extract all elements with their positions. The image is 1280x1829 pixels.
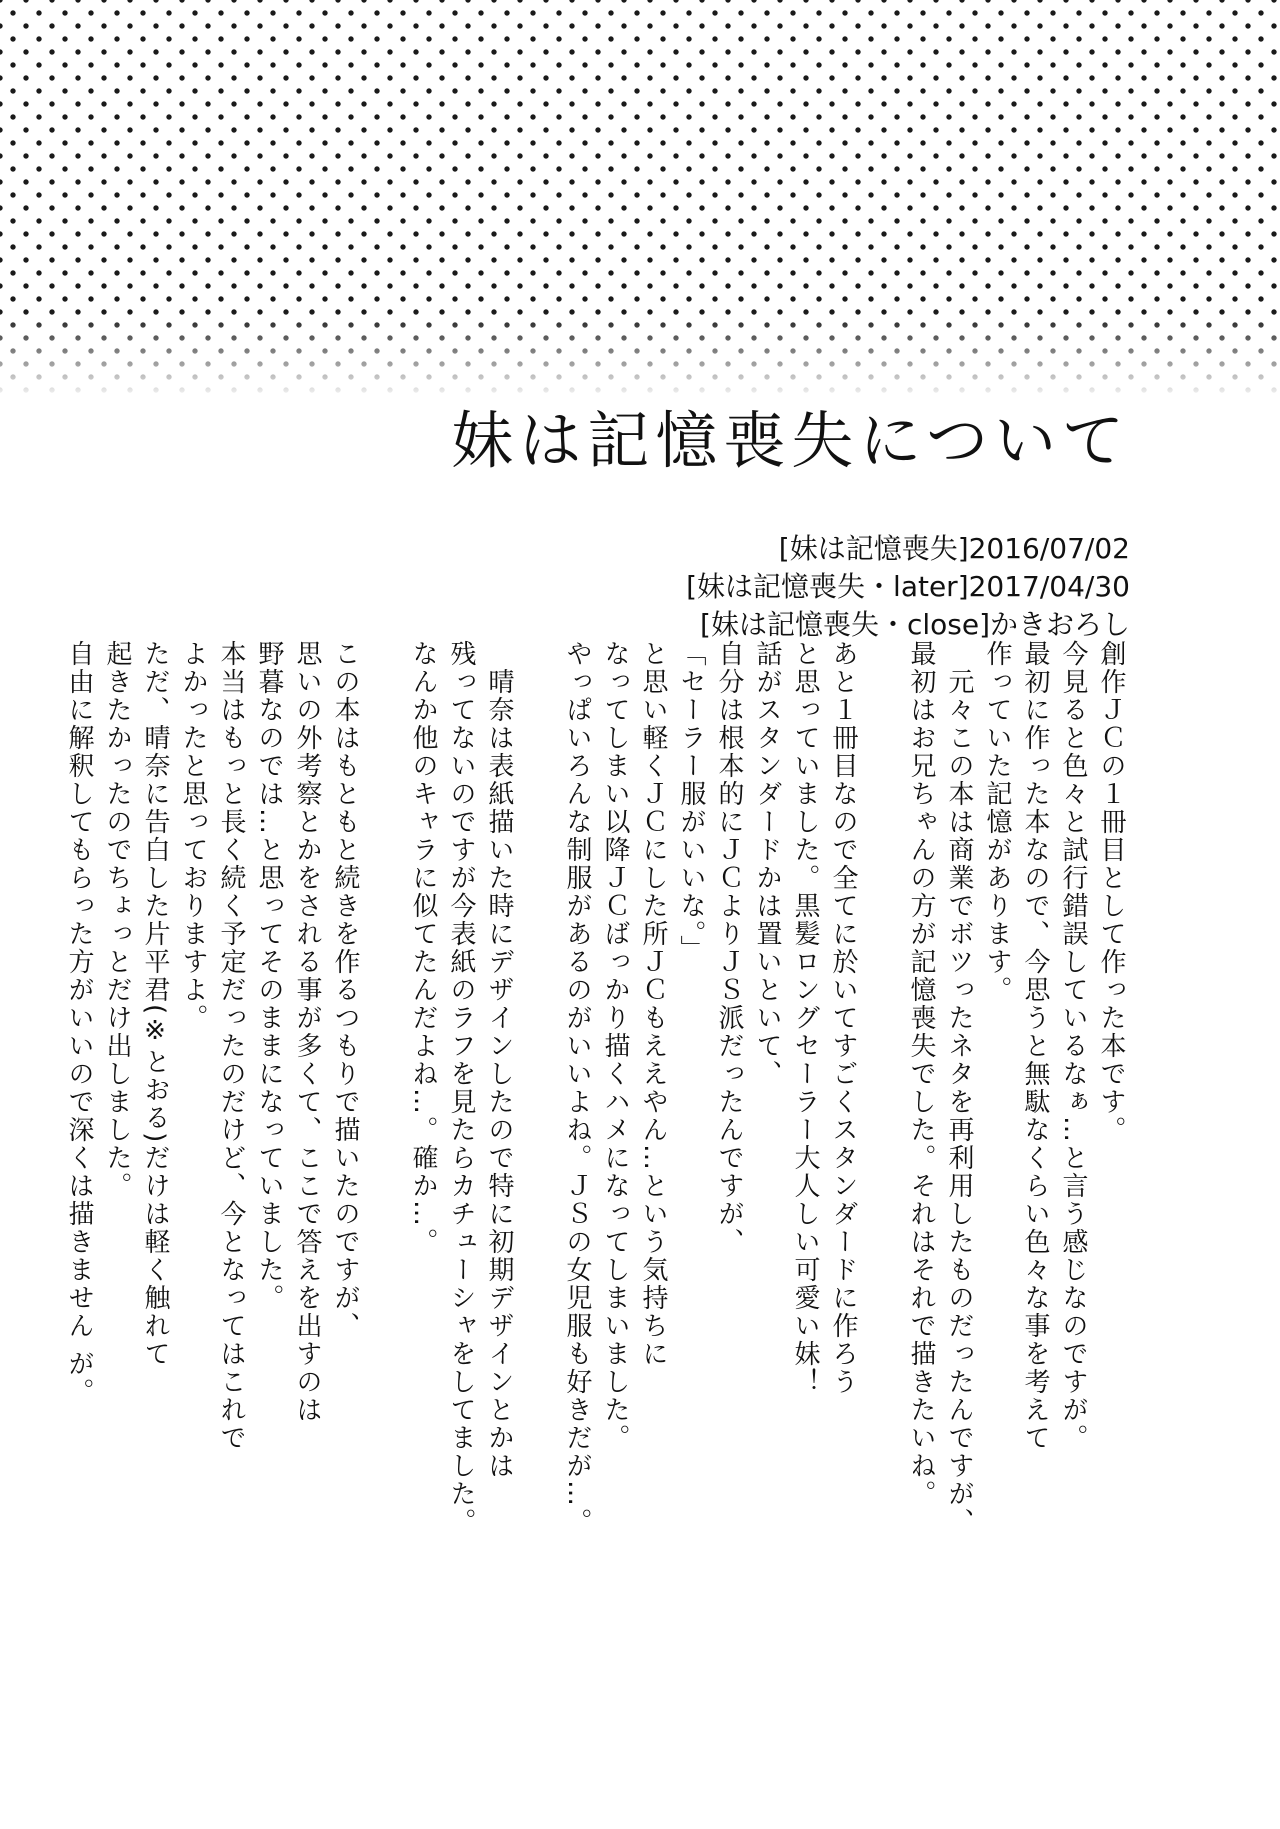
text-column: と思っていました。黒髪ロングセーラー大人しい可愛い妹！ (790, 640, 820, 1396)
text-column: ただ、晴奈に告白した片平君(※とおる)だけは軽く触れて (140, 640, 170, 1369)
text-column: 自由に解釈してもらった方がいいので深くは描きません が。 (64, 640, 94, 1407)
text-column: と思い軽くＪＣにした所ＪＣもええやん…という気持ちに (638, 640, 668, 1368)
paragraph (404, 640, 518, 1700)
text-column: この本はもともと続きを作るつもりで描いたのですが、 (330, 640, 360, 1340)
text-column: 元々この本は商業でボツったネタを再利用したものだったんですが、 (944, 640, 974, 1536)
paragraph (60, 640, 364, 1700)
paragraph (902, 640, 1130, 1700)
text-column: 晴奈は表紙描いた時にデザインしたので特に初期デザインとかは (484, 640, 514, 1480)
text-column: なってしまい以降ＪＣばっかり描くハメになってしまいました。 (600, 640, 630, 1452)
text-column: 自分は根本的にＪＣよりＪＳ派だったんですが、 (714, 640, 744, 1256)
text-column: あと１冊目なので全てに於いてすごくスタンダードに作ろう (828, 640, 858, 1396)
text-column: 起きたかったのでちょっとだけ出しました。 (102, 640, 132, 1200)
text-column: 話がスタンダードかは置いといて、 (752, 640, 782, 1088)
text-column: 残ってないのですが今表紙のラフを見たらカチューシャをしてました。 (446, 640, 476, 1536)
text-column: 「セーラー服がいいな。」 (676, 640, 706, 963)
publication-history (686, 530, 1130, 644)
history-line: [妹は記憶喪失]2016/07/02 (778, 532, 1130, 565)
halftone-dot-pattern (0, 0, 1280, 400)
history-line: [妹は記憶喪失・later]2017/04/30 (686, 570, 1130, 603)
history-line: [妹は記憶喪失・close]かきおろし (700, 608, 1130, 641)
text-column: 思いの外考察とかをされる事が多くて、ここで答えを出すのは (292, 640, 322, 1424)
text-column: 作っていた記憶があります。 (982, 640, 1012, 1004)
afterword-body (64, 640, 1130, 1700)
paragraph (558, 640, 862, 1700)
text-column: よかったと思っておりますよ。 (178, 640, 208, 1032)
text-column: なんか他のキャラに似てたんだよね…。確か…。 (408, 640, 438, 1256)
text-column: 最初はお兄ちゃんの方が記憶喪失でした。それはそれで描きたいね。 (906, 640, 936, 1508)
text-column: 野暮なのでは…と思ってそのままになっていました。 (254, 640, 284, 1312)
page-title: 妹は記憶喪失について (451, 404, 1130, 477)
text-column: 最初に作った本なので、今思うと無駄なくらい色々な事を考えて (1020, 640, 1050, 1452)
text-column: 創作ＪＣの１冊目として作った本です。 (1096, 640, 1126, 1144)
text-column: 今見ると色々と試行錯誤しているなぁ…と言う感じなのですが。 (1058, 640, 1088, 1452)
text-column: やっぱいろんな制服があるのがいいよね。ＪＳの女児服も好きだが…。 (562, 640, 592, 1536)
text-column: 本当はもっと長く続く予定だったのだけど、今となってはこれで (216, 640, 246, 1452)
